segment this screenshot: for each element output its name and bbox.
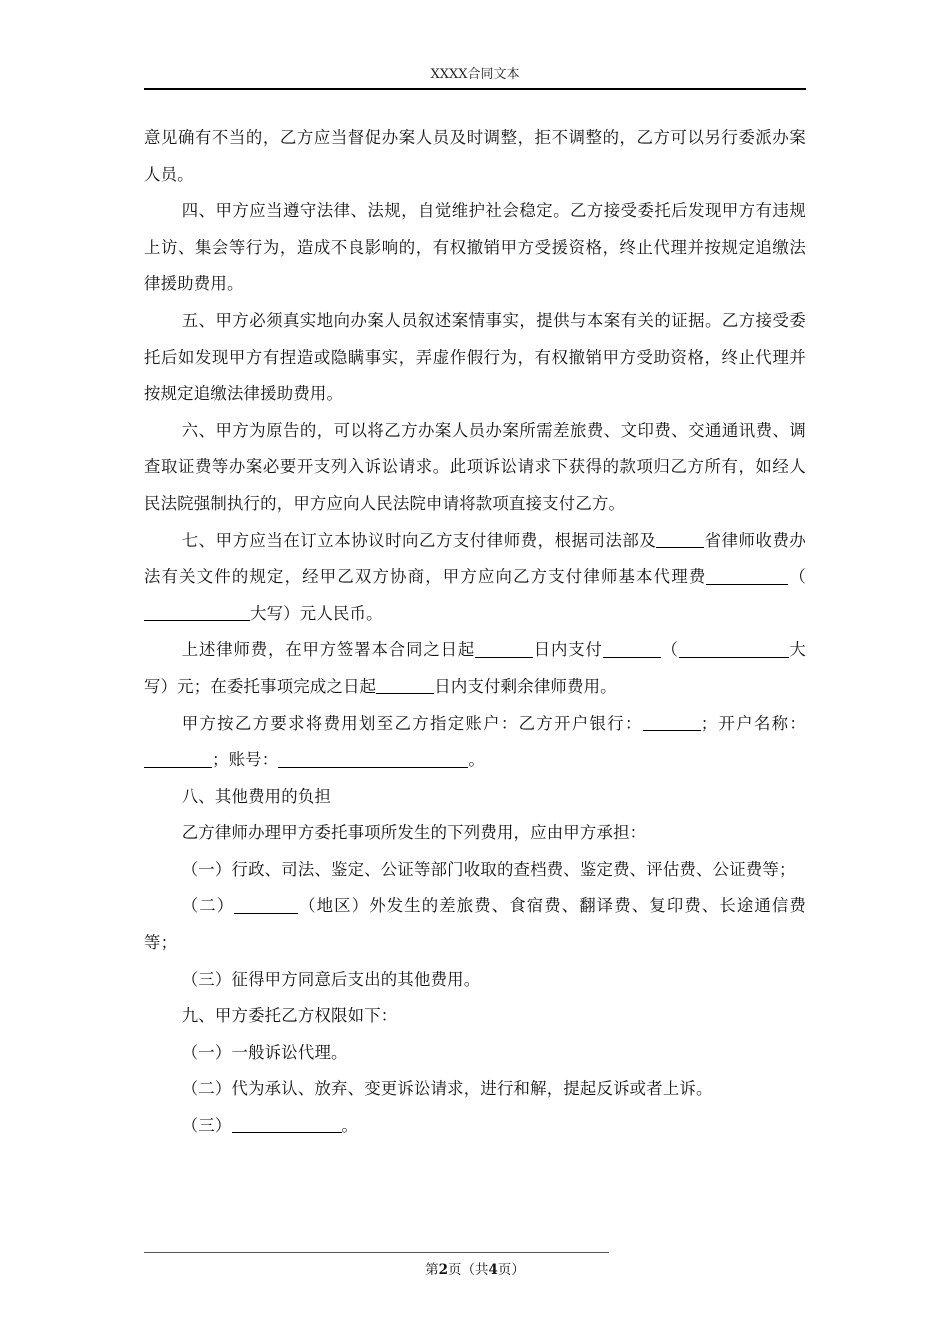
page-header	[144, 62, 806, 90]
clause-7-text-d: 大写）元人民币。	[250, 603, 383, 623]
fee-text-b: 日内支付	[533, 640, 603, 660]
fee-payment-terms	[144, 632, 806, 705]
account-info	[144, 706, 806, 779]
fee-text-d: 大写）元；在委托事项完成之日起	[144, 640, 807, 696]
page-total: 4	[488, 1262, 498, 1278]
clause-8-heading: 八、其他费用的负担	[181, 786, 332, 806]
fee-text-c: （	[660, 640, 679, 660]
days-blank-1	[475, 640, 533, 657]
authority-blank	[232, 1116, 342, 1133]
clause-7-text-b: 省律师收费办法有关文件的规定，经甲乙双方协商，甲方应向乙方支付律师基本代理费	[144, 530, 806, 587]
account-text-c: ；账号：	[212, 750, 279, 770]
days-blank-2	[376, 677, 434, 694]
fee-text-a: 上述律师费，在甲方签署本合同之日起	[181, 640, 476, 660]
clause-8-item-3: （三）征得甲方同意后支出的其他费用。	[181, 969, 481, 989]
item-2-prefix: （二）	[181, 896, 235, 916]
clause-7	[144, 523, 806, 633]
header-title: XXXX合同文本	[430, 67, 520, 82]
clause-6: 六、甲方为原告的，可以将乙方办案人员办案所需差旅费、文印费、交通通讯费、调查取证费等办案必要开支列入诉讼请求。此项诉讼请求下获得的款项归乙方所有，如经人民法院强制执行的，甲方应向人民法院申请将款项直接支付乙方。	[144, 420, 806, 513]
clause-8-item-2	[144, 888, 806, 961]
fee-capital-blank	[144, 604, 250, 621]
clause-5: 五、甲方必须真实地向办案人员叙述案情事实，提供与本案有关的证据。乙方接受委托后如发现甲方有捏造或隐瞒事实，弄虚作假行为，有权撤销甲方受助资格，终止代理并按规定追缴法律援助费用。	[144, 310, 806, 404]
fee-text-e: 日内支付剩余律师费用。	[434, 676, 617, 696]
page-number: 2	[438, 1262, 448, 1278]
clause-9-item-2: （二）代为承认、放弃、变更诉讼请求，进行和解，提起反诉或者上诉。	[181, 1079, 713, 1099]
clause-4: 四、甲方应当遵守法律、法规，自觉维护社会稳定。乙方接受委托后发现甲方有违规上访、集会等行为，造成不良影响的，有权撤销甲方受援资格，终止代理并按规定追缴法律援助费用。	[144, 201, 806, 294]
footer-middle: 页（共	[448, 1262, 489, 1278]
account-number-blank	[278, 750, 468, 767]
document-body	[144, 120, 806, 1145]
region-blank	[234, 897, 298, 914]
account-text-b: ；开户名称：	[700, 713, 806, 733]
bank-blank	[643, 714, 701, 731]
item-2-text: （地区）外发生的差旅费、食宿费、翻译费、复印费、长途通信费等；	[144, 896, 806, 953]
footer-suffix: 页）	[497, 1262, 525, 1278]
amount-blank-1	[603, 640, 661, 657]
fee-amount-blank	[706, 567, 788, 584]
clause-8-item-1: （一）行政、司法、鉴定、公证等部门收取的查档费、鉴定费、评估费、公证费等；	[181, 859, 796, 879]
clause-9-item-1: （一）一般诉讼代理。	[181, 1042, 348, 1062]
item-3-prefix: （三）	[181, 1116, 232, 1136]
item-3-suffix: 。	[341, 1116, 359, 1136]
account-name-blank	[144, 750, 212, 767]
page-footer	[0, 1258, 950, 1278]
footer-divider	[144, 1252, 609, 1253]
clause-8-intro: 乙方律师办理甲方委托事项所发生的下列费用，应由甲方承担：	[181, 823, 647, 843]
province-blank	[656, 531, 704, 548]
clause-7-text-a: 七、甲方应当在订立本协议时向乙方支付律师费，根据司法部及	[181, 530, 657, 550]
footer-prefix: 第	[425, 1262, 439, 1278]
account-text-d: 。	[468, 750, 485, 770]
paragraph-continuation: 意见确有不当的，乙方应当督促办案人员及时调整，拒不调整的，乙方可以另行委派办案人员。	[144, 128, 806, 184]
clause-7-text-c: （	[788, 567, 806, 587]
clause-9-item-3	[144, 1108, 806, 1145]
clause-9-heading: 九、甲方委托乙方权限如下：	[181, 1006, 398, 1026]
capital-blank-1	[679, 640, 789, 657]
account-text-a: 甲方按乙方要求将费用划至乙方指定账户：乙方开户银行：	[181, 713, 643, 733]
